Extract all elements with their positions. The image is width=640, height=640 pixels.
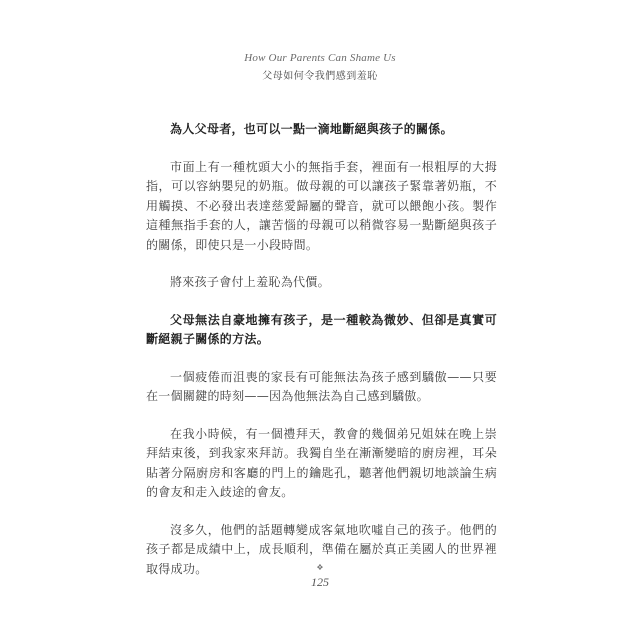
page-body <box>146 120 497 597</box>
page-number: 125 <box>311 575 329 589</box>
paragraph-5: 一個疲倦而沮喪的家長有可能無法為孩子感到驕傲——只要在一個關鍵的時刻——因為他無法為自己感到驕傲。 <box>146 369 497 403</box>
paragraph-7: 沒多久，他們的話題轉變成客氣地吹噓自己的孩子。他們的孩子都是成績中上，成長順利，準備在屬於真正美國人的世界裡取得成功。 <box>146 522 497 576</box>
running-header-english: How Our Parents Can Shame Us <box>244 52 396 64</box>
paragraph-bold-4: 父母無法自豪地擁有孩子，是一種較為微妙、但卻是真實可斷絕親子關係的方法。 <box>146 312 497 346</box>
paragraph-bold-1: 為人父母者，也可以一點一滴地斷絕與孩子的關係。 <box>170 122 453 136</box>
paragraph-2: 市面上有一種枕頭大小的無指手套，裡面有一根粗厚的大拇指，可以容納嬰兒的奶瓶。做母親的可以讓孩子緊靠著奶瓶，不用觸摸、不必發出表達慈愛歸屬的聲音，就可以餵飽小孩。製作這種無指手套的人，讓苦惱的母親可以稍微容易一點斷絕與孩子的關係，即使只是一小段時間。 <box>146 159 497 252</box>
footer-ornament-icon: ❖ <box>316 563 324 572</box>
running-header-chinese: 父母如何令我們感到羞恥 <box>262 71 378 82</box>
paragraph-3: 將來孩子會付上羞恥為代價。 <box>170 275 330 289</box>
paragraph-6: 在我小時候，有一個禮拜天，教會的幾個弟兄姐妹在晚上崇拜結束後，到我家來拜訪。我獨自坐在漸漸變暗的廚房裡，耳朵貼著分隔廚房和客廳的門上的鑰匙孔，聽著他們親切地談論生病的會友和走入歧途的會友。 <box>146 426 497 499</box>
